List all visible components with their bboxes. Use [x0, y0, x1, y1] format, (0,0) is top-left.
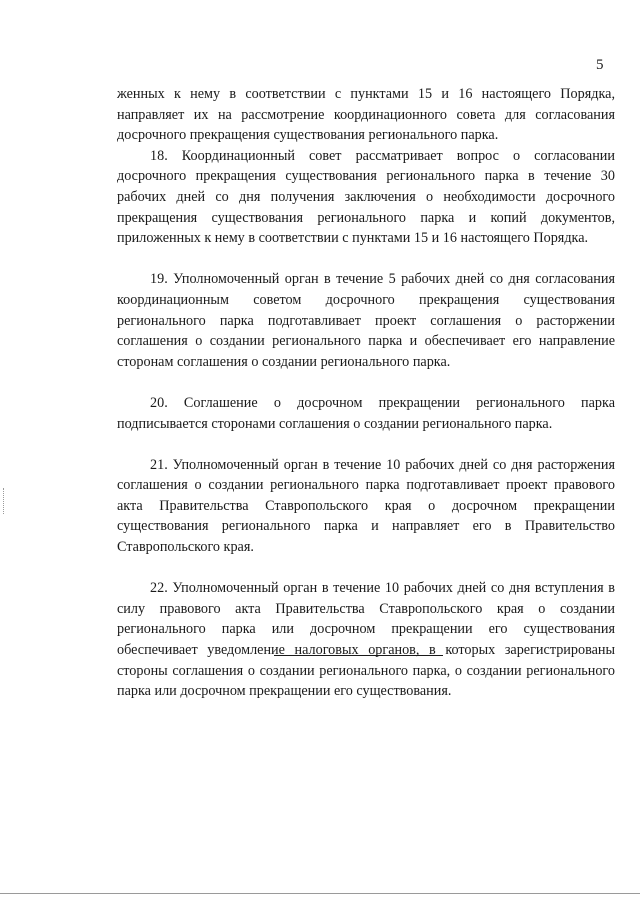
page-bottom-edge [0, 893, 640, 894]
document-body [117, 84, 615, 702]
scan-margin-mark [3, 488, 4, 514]
end-divider-line [274, 655, 443, 656]
paragraph-22: 22. Уполномоченный орган в течение 10 рабочих дней со дня вступления в силу правового акта Правительства Ставропольского края о создании регионального парка или досрочном прекращении его существования обеспечивает уведомление налоговых органов, в которых зарегистрированы стороны соглашения о создании регионального парка, о создании регионального парка или досрочном прекращении его существования. [117, 580, 615, 700]
paragraph-20: 20. Соглашение о досрочном прекращении регионального парка подписывается сторонами соглашения о создании регионального парка. [117, 394, 615, 432]
paragraph-21: 21. Уполномоченный орган в течение 10 рабочих дней со дня расторжения соглашения о создании регионального парка подготавливает проект правового акта Правительства Ставропольского края о досрочном прекращении существования регионального парка и направляет его в Правительство Ставропольского края. [117, 456, 615, 556]
page-number: 5 [596, 57, 604, 73]
paragraph-18: 18. Координационный совет рассматривает вопрос о согласовании досрочного прекращения существования регионального парка в течение 30 рабочих дней со дня получения заключения о необходимости досрочного прекращения существования регионального парка и копий документов, приложенных к нему в соответствии с пунктами 15 и 16 настоящего Порядка. [117, 147, 615, 247]
paragraph-19: 19. Уполномоченный орган в течение 5 рабочих дней со дня согласования координационным советом досрочного прекращения существования регионального парка подготавливает проект соглашения о расторжении соглашения о создании регионального парка и обеспечивает его направление сторонам соглашения о создании регионального парка. [117, 271, 615, 370]
paragraph-17-continuation: женных к нему в соответствии с пунктами 15 и 16 настоящего Порядка, направляет их на рассмотрение координационного совета для согласования досрочного прекращения существования регионального парка. [117, 86, 615, 144]
